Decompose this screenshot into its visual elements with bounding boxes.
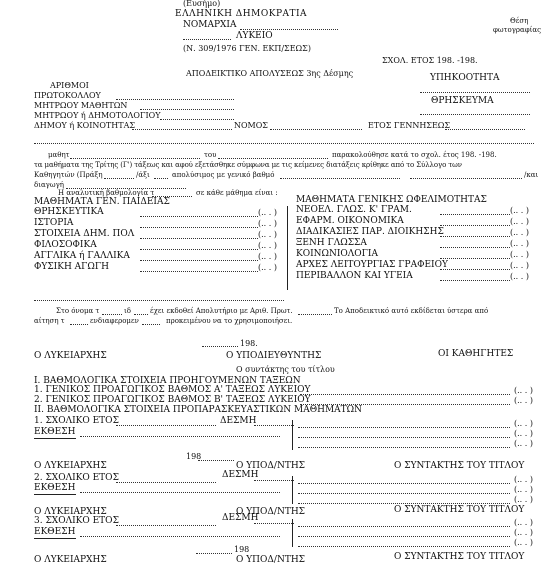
photo-place-label-2: φωτογραφίας [493, 26, 542, 34]
year-2-grade-field[interactable] [298, 493, 510, 494]
utility-subject-label: ΠΕΡΙΒΑΛΛΟΝ ΚΑΙ ΥΓΕΙΑ [296, 271, 413, 281]
republic-heading: ΕΛΛΗΝΙΚΗ ΔΗΜΟΚΡΑΤΙΑ [175, 9, 308, 19]
issue-request-field[interactable] [70, 324, 88, 325]
year-3-divider [292, 519, 293, 547]
body-attended: παρακολούθησε κατά το σχολ. έτος 198. -198. [332, 151, 497, 159]
general-grade-words-field[interactable] [410, 178, 522, 179]
utility-subject-grade-field[interactable] [440, 236, 510, 237]
grade-second-class: 2. ΓΕΝΙΚΟΣ ΠΡΟΑΓΩΓΙΚΟΣ ΒΑΘΜΟΣ Β' ΤΑΞΕΩΣ ΛΥΚΕΙΟΥ [34, 395, 311, 405]
issue-use: προκειμένου να το χρησιμοποιήσει. [166, 317, 293, 325]
issue-name: Στο όνομα τ [56, 307, 100, 315]
body-worthy: /άξι [136, 171, 150, 179]
body-graduated: απολύσιμος με γενικό βαθμό [172, 171, 275, 179]
prefecture-field[interactable] [240, 29, 338, 30]
parent-field[interactable] [218, 158, 328, 159]
general-subject-label: ΑΓΓΛΙΚΑ ή ΓΑΛΛΙΚΑ [34, 251, 130, 261]
year-1-composer: Ο ΣΥΝΤΑΚΤΗΣ ΤΟΥ ΤΙΤΛΟΥ [394, 461, 525, 471]
year-1-date: 198 [186, 452, 202, 461]
utility-subject-paren: (.. . ) [510, 261, 529, 270]
general-subject-grade-field[interactable] [140, 227, 258, 228]
students-registry-field[interactable] [140, 109, 234, 110]
utility-subject-grade-field[interactable] [440, 247, 510, 248]
issue-interested-field[interactable] [142, 324, 160, 325]
general-subject-paren: (.. . ) [258, 230, 277, 239]
year-1-grade-paren: (.. . ) [514, 419, 533, 428]
general-subject-paren: (.. . ) [258, 241, 277, 250]
year-3-composer: Ο ΣΥΝΤΑΚΤΗΣ ΤΟΥ ΤΙΤΛΟΥ [394, 552, 525, 562]
body-of: του [204, 151, 217, 159]
year-1-grade-field[interactable] [298, 447, 510, 448]
utility-subject-label: ΕΦΑΡΜ. ΟΙΚΟΝΟΜΙΚΑ [296, 216, 404, 226]
report-1-label: ΕΚΘΕΣΗ [34, 427, 76, 437]
body-and: /και [524, 171, 539, 179]
year-3-grade-field[interactable] [298, 546, 510, 547]
year-2-divider [292, 476, 293, 504]
year-2-grade-paren: (.. . ) [514, 495, 533, 504]
religion-field[interactable] [420, 114, 530, 115]
general-subject-grade-field[interactable] [140, 260, 258, 261]
general-subject-grade-field[interactable] [140, 216, 258, 217]
year-2-grade-field[interactable] [298, 503, 510, 504]
desmi-1-label: ΔΕΣΜΗ [220, 416, 257, 426]
year-2-composer: Ο ΣΥΝΤΑΚΤΗΣ ΤΟΥ ΤΙΤΛΟΥ [394, 505, 525, 515]
report-2-underline [34, 494, 76, 495]
year-1-grade-field[interactable] [298, 427, 510, 428]
nomos-field[interactable] [270, 129, 362, 130]
report-2-label: ΕΚΘΕΣΗ [34, 483, 76, 493]
desmi-2-label: ΔΕΣΜΗ [222, 470, 259, 480]
report-3-underline [34, 538, 76, 539]
law-reference: (Ν. 309/1976 ΓΕΝ. ΕΚΠ/ΣΕΩΣ) [183, 44, 311, 53]
year-1-divider [292, 420, 293, 450]
utility-subject-grade-field[interactable] [440, 225, 510, 226]
section-previous-classes: Ι. ΒΑΘΜΟΛΟΓΙΚΑ ΣΤΟΙΧΕΙΑ ΠΡΟΗΓΟΥΜΕΝΩΝ ΤΑΞΕΩΝ [34, 376, 301, 386]
year-3-grade-paren: (.. . ) [514, 538, 533, 547]
diploma-number-field[interactable] [298, 314, 332, 315]
issue-diploma: έχει εκδοθεί Απολυτήριο με Αριθ. Πρωτ. [150, 307, 293, 315]
student-field[interactable] [70, 158, 200, 159]
municipality-field[interactable] [132, 129, 232, 130]
body-conduct: διαγωγή [34, 181, 64, 189]
school-year-3-label: 3. ΣΧΟΛΙΚΟ ΕΤΟΣ [34, 516, 119, 526]
composer-note: Ο συντάκτης του τίτλου [236, 365, 335, 374]
report-3-field[interactable] [80, 536, 280, 537]
subjects-extra-line[interactable] [34, 300, 284, 301]
prefecture-label: ΝΟΜΑΡΧΙΑ [183, 20, 237, 30]
body-each-subject: σε κάθε μάθημα είναι : [196, 189, 278, 197]
birth-year-label: ΕΤΟΣ ΓΕΝΝΗΣΕΩΣ [368, 121, 451, 130]
desmi-3-field[interactable] [254, 523, 294, 524]
utility-subject-label: ΑΡΧΕΣ ΛΕΙΤΟΥΡΓΙΑΣ ΓΡΑΦΕΙΟΥ [296, 260, 448, 270]
year-1-date-field[interactable] [198, 460, 234, 461]
school-year-2-field[interactable] [116, 482, 216, 483]
utility-subject-label: ΞΕΝΗ ΓΛΩΣΣΑ [296, 238, 367, 248]
body-teachers-act: Καθηγητών (Πράξη [34, 171, 103, 179]
eusemo-text: (Ευσήμο) [183, 0, 221, 8]
year-2-grade-paren: (.. . ) [514, 475, 533, 484]
students-registry-label: ΜΗΤΡΩΟΥ ΜΑΘΗΤΩΝ [34, 101, 128, 110]
utility-subject-paren: (.. . ) [510, 250, 529, 259]
protocol-label: ΠΡΩΤΟΚΟΛΛΟΥ [34, 91, 101, 100]
year-2-deputy: Ο ΥΠΟΔ/ΝΤΗΣ [236, 507, 306, 517]
issue-id: ιδ [124, 307, 131, 315]
general-subject-label: ΙΣΤΟΡΙΑ [34, 218, 74, 228]
school-label: ΛΥΚΕΙΟ [236, 31, 273, 41]
general-grade-field[interactable] [280, 178, 400, 179]
deputy-label: Ο ΥΠΟΔΙΕΥΘΥΝΤΗΣ [226, 351, 322, 361]
issue-request: αίτηση τ [34, 317, 65, 325]
student-name-line[interactable] [34, 143, 534, 144]
school-year: ΣΧΟΛ. ΕΤΟΣ 198. -198. [382, 56, 478, 65]
year-3-date: 198 [234, 545, 250, 554]
year-1-grade-paren: (.. . ) [514, 429, 533, 438]
year-1-grade-paren: (.. . ) [514, 439, 533, 448]
report-3-label: ΕΚΘΕΣΗ [34, 527, 76, 537]
year-3-grade-field[interactable] [298, 526, 510, 527]
year-1-deputy: Ο ΥΠΟΔ/ΝΤΗΣ [236, 461, 306, 471]
general-subject-label: ΦΥΣΙΚΗ ΑΓΩΓΗ [34, 262, 109, 272]
municipality-label: ΔΗΜΟΥ ή ΚΟΙΝΟΤΗΤΑΣ [34, 121, 135, 130]
desmi-2-field[interactable] [254, 480, 294, 481]
year-3-date-field[interactable] [196, 553, 232, 554]
desmi-1-field[interactable] [254, 425, 294, 426]
year-2-grade-paren: (.. . ) [514, 485, 533, 494]
utility-subject-paren: (.. . ) [510, 272, 529, 281]
year-3-deputy: Ο ΥΠΟΔ/ΝΤΗΣ [236, 555, 306, 565]
body-line-2: τα μαθήματα της Τρίτης (Γ') τάξεως και αφού εξετάσθηκε σύμφωνα με τις κείμενες διατάξεις κρίθηκε από το Σύλλογο των [34, 161, 462, 169]
teachers-label: ΟΙ ΚΑΘΗΓΗΤΕΣ [438, 349, 514, 359]
utility-subject-grade-field[interactable] [440, 280, 510, 281]
utility-subject-paren: (.. . ) [510, 239, 529, 248]
issue-name-field[interactable] [102, 314, 122, 315]
issue-interested: ενδιαφερομεν [90, 317, 139, 325]
section-prep-subjects: ΙΙ. ΒΑΘΜΟΛΟΓΙΚΑ ΣΤΟΙΧΕΙΑ ΠΡΟΠΑΡΑΣΚΕΥΑΣΤΙΚΩΝ ΜΑΘΗΜΑΤΩΝ [34, 405, 362, 415]
general-subject-label: ΘΡΗΣΚΕΥΤΙΚΑ [34, 207, 104, 217]
grade-second-class-paren: (.. . ) [514, 396, 533, 405]
year-3-grade-paren: (.. . ) [514, 528, 533, 537]
general-subject-grade-field[interactable] [140, 271, 258, 272]
school-year-1-label: 1. ΣΧΟΛΙΚΟ ΕΤΟΣ [34, 416, 119, 426]
utility-subject-label: ΚΟΙΝΩΝΙΟΛΟΓΙΑ [296, 249, 378, 259]
utility-subject-label: ΔΙΑΔΙΚΑΣΙΕΣ ΠΑΡ. ΔΙΟΙΚΗΣΗΣ [296, 227, 444, 237]
religion-label: ΘΡΗΣΚΕΥΜΑ [431, 96, 494, 106]
grade-first-class: 1. ΓΕΝΙΚΟΣ ΠΡΟΑΓΩΓΙΚΟΣ ΒΑΘΜΟΣ Α' ΤΑΞΕΩΣ ΛΥΚΕΙΟΥ [34, 385, 311, 395]
body-student: μαθητ [48, 151, 70, 159]
general-subject-label: ΦΙΛΟΣΟΦΙΚΑ [34, 240, 97, 250]
utility-subject-grade-field[interactable] [440, 258, 510, 259]
issue-after: Το Αποδεικτικό αυτό εκδίδεται ύστερα από [334, 307, 489, 315]
document-title: ΑΠΟΔΕΙΚΤΙΚΟ ΑΠΟΛΥΣΕΩΣ 3ης Δέσμης [186, 69, 354, 78]
general-subject-paren: (.. . ) [258, 219, 277, 228]
numbers-label: ΑΡΙΘΜΟΙ [50, 81, 89, 90]
utility-subject-paren: (.. . ) [510, 206, 529, 215]
principal-label: Ο ΛΥΚΕΙΑΡΧΗΣ [34, 351, 107, 361]
birth-year-field[interactable] [445, 129, 525, 130]
citizenship-label: ΥΠΗΚΟΟΤΗΤΑ [430, 73, 500, 83]
grade-first-class-paren: (.. . ) [514, 386, 533, 395]
year-1-grade-field[interactable] [298, 437, 510, 438]
report-1-field[interactable] [80, 436, 280, 437]
general-subject-grade-field[interactable] [140, 238, 258, 239]
protocol-field[interactable] [116, 99, 234, 100]
school-year-3-field[interactable] [116, 525, 216, 526]
issue-id-field[interactable] [134, 314, 148, 315]
utility-subject-paren: (.. . ) [510, 228, 529, 237]
year-1-principal: Ο ΛΥΚΕΙΑΡΧΗΣ [34, 461, 107, 471]
citizenship-field[interactable] [420, 92, 530, 93]
utility-subjects-header: ΜΑΘΗΜΑΤΑ ΓΕΝΙΚΗΣ ΩΦΕΛΙΜΟΤΗΤΑΣ [296, 195, 487, 205]
report-2-field[interactable] [80, 492, 280, 493]
desmi-3-label: ΔΕΣΜΗ [222, 513, 259, 523]
general-subjects-header: ΜΑΘΗΜΑΤΑ ΓΕΝ. ΠΑΙΔΕΙΑΣ [34, 197, 170, 207]
utility-subject-paren: (.. . ) [510, 217, 529, 226]
year-3-grade-field[interactable] [298, 536, 510, 537]
utility-subject-label: ΝΕΟΕΛ. ΓΛΩΣ. Κ' ΓΡΑΜ. [296, 205, 412, 215]
school-year-1-field[interactable] [116, 425, 216, 426]
year-2-principal: Ο ΛΥΚΕΙΑΡΧΗΣ [34, 507, 107, 517]
worthy-suffix-field[interactable] [154, 178, 168, 179]
sign-date-year: 198. [240, 339, 258, 348]
year-3-principal: Ο ΛΥΚΕΙΑΡΧΗΣ [34, 555, 107, 565]
report-1-underline [34, 438, 76, 439]
school-year-2-label: 2. ΣΧΟΛΙΚΟ ΕΤΟΣ [34, 473, 119, 483]
subjects-divider [287, 206, 288, 290]
nomos-label: ΝΟΜΟΣ [234, 121, 268, 130]
general-subject-paren: (.. . ) [258, 252, 277, 261]
year-2-grade-field[interactable] [298, 483, 510, 484]
photo-place-label: Θέση [510, 17, 529, 25]
general-subject-grade-field[interactable] [140, 249, 258, 250]
general-subject-paren: (.. . ) [258, 263, 277, 272]
municipal-registry-field[interactable] [160, 119, 234, 120]
municipal-registry-label: ΜΗΤΡΩΟΥ ή ΔΗΜΟΤΟΛΟΓΙΟΥ [34, 111, 161, 120]
grade-first-class-field[interactable] [300, 394, 510, 395]
sign-date-day-field[interactable] [202, 346, 238, 347]
body-analytic: Η αναλυτική βαθμολογία τ [58, 189, 155, 197]
year-3-grade-paren: (.. . ) [514, 518, 533, 527]
school-name-field[interactable] [183, 39, 231, 40]
general-subject-paren: (.. . ) [258, 208, 277, 217]
act-number-field[interactable] [104, 178, 134, 179]
utility-subject-grade-field[interactable] [440, 269, 510, 270]
utility-subject-grade-field[interactable] [440, 214, 510, 215]
general-subject-label: ΣΤΟΙΧΕΙΑ ΔΗΜ. ΠΟΛ [34, 229, 135, 239]
